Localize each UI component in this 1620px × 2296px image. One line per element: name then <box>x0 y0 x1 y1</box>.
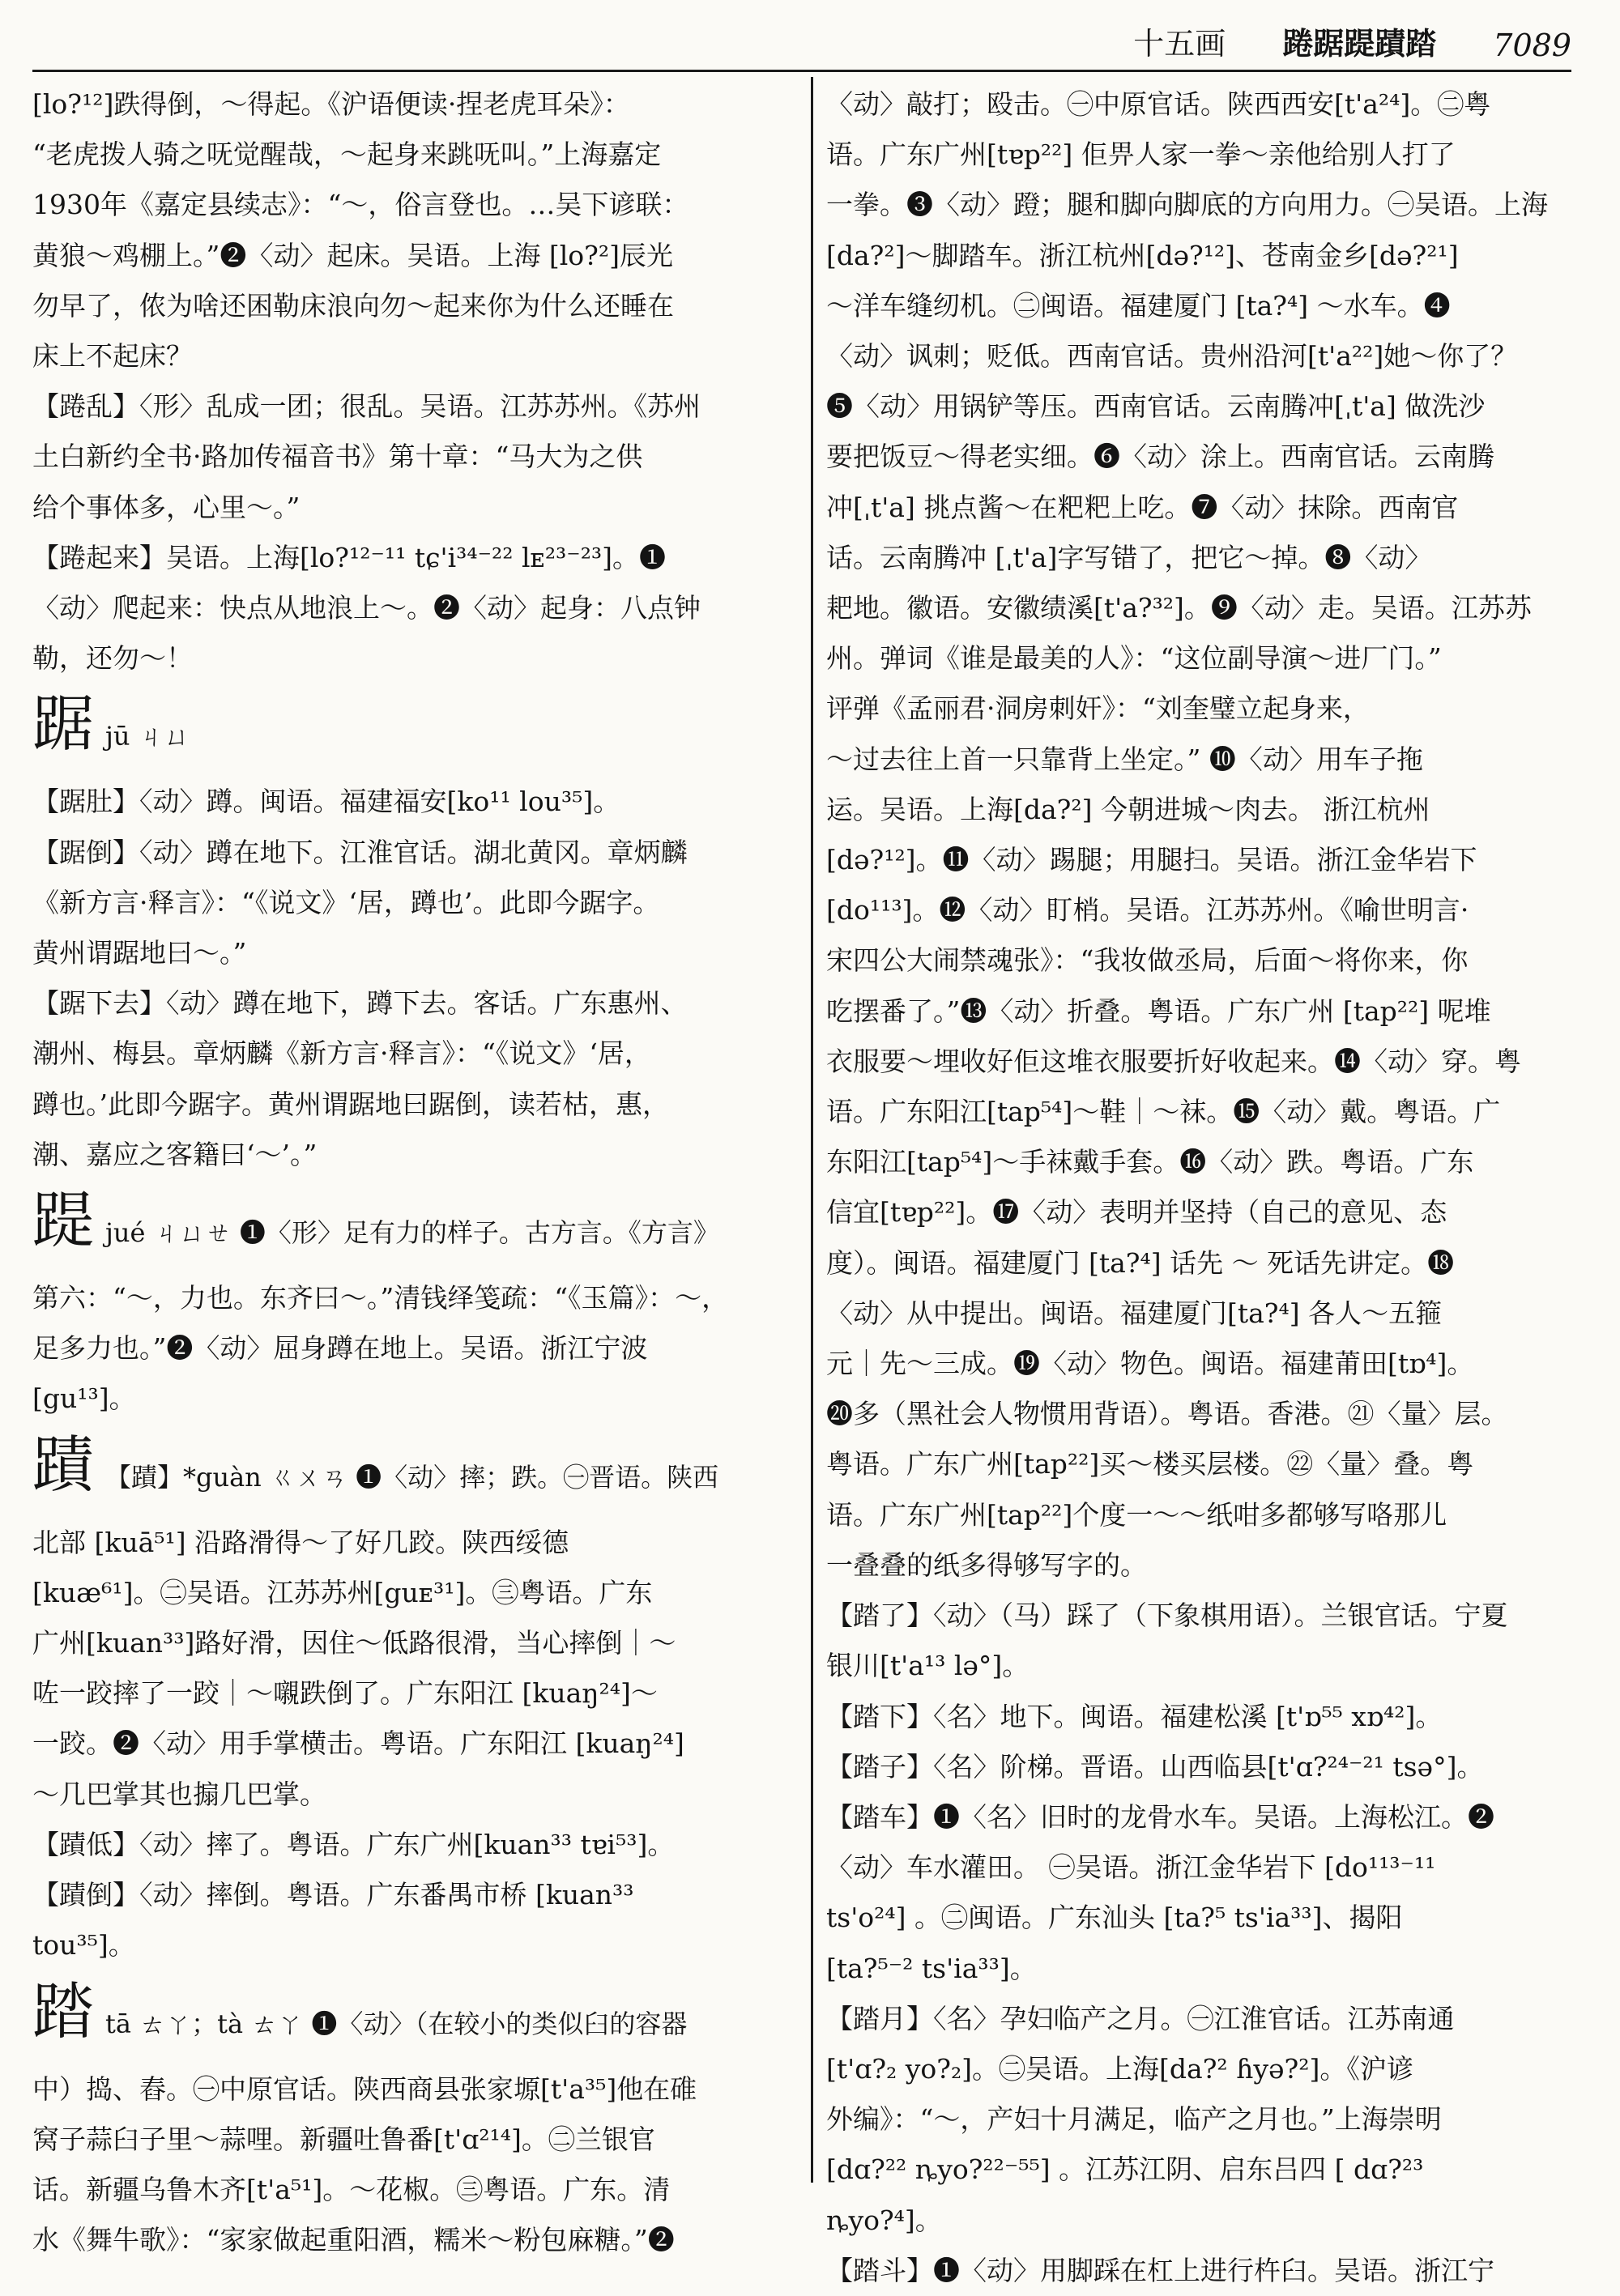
text-line: 【踏下】〈名〉地下。闽语。福建松溪 [t'ɒ⁵⁵ xɒ⁴²]。 <box>826 1700 1443 1732</box>
text-line: 元｜先～三成。⓳〈动〉物色。闽语。福建莆田[tɒ⁴]。 <box>826 1348 1474 1380</box>
text-line: [lo?¹²]跌得倒，～得起。《沪语便读·捏老虎耳朵》： <box>32 88 630 120</box>
text-line: 语。广东广州[tap²²]个度一～～纸咁多都够写咯那儿 <box>826 1498 1447 1531</box>
text-line: 勒，还勿～！ <box>32 642 193 675</box>
text-line: 〈动〉爬起来：快点从地浪上～。❷〈动〉起身：八点钟 <box>32 592 701 624</box>
text-line: 冲[ˌt'a] 挑点酱～在粑粑上吃。❼〈动〉抹除。西南官 <box>826 491 1459 523</box>
text-line: 潮州、梅县。章炳麟《新方言·释言》：“《说文》‘居， <box>32 1037 651 1070</box>
text-line: 给个事体多，心里～。” <box>32 491 301 523</box>
text-line: ts'o²⁴] 。㊁闽语。广东汕头 [ta?⁵ ts'ia³³]、揭阳 <box>826 1902 1403 1934</box>
text-line: 〈动〉讽刺；贬低。西南官话。贵州沿河[t'a²²]她～你了？ <box>826 340 1518 373</box>
text-line: [kuæ⁶¹]。㊁吴语。江苏苏州[guᴇ³¹]。㊂粤语。广东 <box>32 1576 653 1608</box>
text-line: 1930年《嘉定县续志》：“～，俗言登也。…吴下谚联： <box>32 189 689 221</box>
text-line: 【踞下去】〈动〉蹲在地下，蹲下去。客话。广东惠州、 <box>32 987 688 1020</box>
text-line: 信宜[tɐp²²]。⓱〈动〉表明并坚持（自己的意见、态 <box>826 1196 1447 1229</box>
text-line: 衣服要～埋收好佢这堆衣服要折好收起来。⓮〈动〉穿。粤 <box>826 1045 1521 1077</box>
running-characters: 踡踞踶蹟踏 <box>1282 25 1437 62</box>
text-line: 勿早了，侬为啥还困勒床浪向勿～起来你为什么还睡在 <box>32 289 674 322</box>
text-line: 【踏子】〈名〉阶梯。晋语。山西临县[t'ɑ?²⁴⁻²¹ tsə°]。 <box>826 1750 1484 1783</box>
text-line: 中）捣、舂。㊀中原官话。陕西商县张家塬[t'a³⁵]他在碓 <box>32 2072 697 2105</box>
headword-pronunciation: jué ㄐㄩㄝ ❶〈形〉足有力的样子。古方言。《方言》 <box>105 1217 719 1249</box>
text-line: ～过去往上首一只靠背上坐定。” ❿〈动〉用车子拖 <box>826 743 1423 775</box>
text-line: 土白新约全书·路加传福音书》第十章：“马大为之供 <box>32 441 643 473</box>
right-column <box>826 79 1575 2296</box>
text-line: 耙地。徽语。安徽绩溪[t'a?³²]。❾〈动〉走。吴语。江苏苏 <box>826 592 1532 624</box>
text-line: 语。广东广州[tɐp²²] 佢畀人家一拳～亲他给别人打了 <box>826 138 1456 171</box>
text-line: 【蹟低】〈动〉摔了。粤语。广东广州[kuan³³ tɐi⁵³]。 <box>32 1828 675 1860</box>
text-line: 足多力也。”❷〈动〉屈身蹲在地上。吴语。浙江宁波 <box>32 1332 648 1365</box>
text-line: ～洋车缝纫机。㊁闽语。福建厦门 [ta?⁴] ～水车。❹ <box>826 289 1451 322</box>
text-line: 广州[kuan³³]路好滑，因住～低路很滑，当心摔倒｜～ <box>32 1627 676 1659</box>
column-divider <box>811 77 813 2183</box>
headword-line <box>32 684 798 777</box>
text-line: “老虎拨人骑之呒觉醒哉，～起身来跳呒叫。”上海嘉定 <box>32 138 662 171</box>
text-line: 〈动〉从中提出。闽语。福建厦门[ta?⁴] 各人～五箍 <box>826 1297 1443 1329</box>
text-line: [do¹¹³]。⓬〈动〉盯梢。吴语。江苏苏州。《喻世明言· <box>826 894 1469 926</box>
text-line: 一拳。❸〈动〉蹬；腿和脚向脚底的方向用力。㊀吴语。上海 <box>826 189 1548 221</box>
headword-line <box>32 1425 798 1518</box>
text-line: 潮、嘉应之客籍曰‘～’。” <box>32 1138 318 1170</box>
text-line: 银川[t'a¹³ lə°]。 <box>826 1650 1030 1682</box>
page-number: 7089 <box>1493 28 1571 63</box>
text-line: [da?²]～脚踏车。浙江杭州[də?¹²]、苍南金乡[də?²¹] <box>826 239 1459 271</box>
text-line: 粤语。广东广州[tap²²]买～楼买层楼。㉒〈量〉叠。粤 <box>826 1448 1474 1480</box>
text-line: 一叠叠的纸多得够写字的。 <box>826 1548 1147 1581</box>
text-line: 【踏车】❶〈名〉旧时的龙骨水车。吴语。上海松江。❷ <box>826 1800 1494 1833</box>
text-line: [dɑ?²² ȵyo?²²⁻⁵⁵] 。江苏江阴、启东吕四 [ dɑ?²³ <box>826 2153 1424 2186</box>
headword-character: 蹟 <box>32 1428 94 1501</box>
text-line: ❺〈动〉用锅铲等压。西南官话。云南腾冲[ˌt'a] 做洗沙 <box>826 390 1486 423</box>
text-line: 【踏斗】❶〈动〉用脚踩在杠上进行杵臼。吴语。浙江宁 <box>826 2254 1494 2286</box>
text-line: 咗一跤摔了一跤｜～嚫跌倒了。广东阳江 [kuaŋ²⁴]～ <box>32 1677 658 1710</box>
text-line: 【踏了】〈动〉（马）踩了（下象棋用语）。兰银官话。宁夏 <box>826 1600 1508 1632</box>
headword-line <box>32 1971 798 2064</box>
headword-pronunciation: tā ㄊㄚ；tà ㄊㄚ ❶〈动〉（在较小的类似臼的容器 <box>105 2008 688 2039</box>
text-line: 外编》：“～，产妇十月满足，临产之月也。”上海崇明 <box>826 2103 1442 2136</box>
text-line: ～几巴掌其也搧几巴掌。 <box>32 1778 326 1810</box>
text-line: 〈动〉车水灌田。 ㊀吴语。浙江金华岩下 [do¹¹³⁻¹¹ <box>826 1851 1436 1884</box>
text-line: 黄州谓踞地曰～。” <box>32 937 247 969</box>
text-line: 蹲也。’此即今踞字。黄州谓踞地曰踞倒，读若枯，惠， <box>32 1088 669 1120</box>
text-line: [gu¹³]。 <box>32 1382 136 1415</box>
text-line: 话。云南腾冲 [ˌt'a]字写错了，把它～掉。❽〈动〉 <box>826 541 1432 573</box>
headword-pronunciation: 【蹟】*guàn ㄍㄨㄢ ❶〈动〉摔；跌。㊀晋语。陕西 <box>105 1461 719 1493</box>
text-line: 东阳江[tap⁵⁴]～手袜戴手套。⓰〈动〉跌。粤语。广东 <box>826 1146 1474 1178</box>
text-line: 一跤。❷〈动〉用手掌横击。粤语。广东阳江 [kuaŋ²⁴] <box>32 1727 684 1760</box>
headword-line <box>32 1180 798 1273</box>
text-line: 语。广东阳江[tap⁵⁴]～鞋｜～袜。⓯〈动〉戴。粤语。广 <box>826 1096 1501 1128</box>
text-line: 【踞肚】〈动〉蹲。闽语。福建福安[ko¹¹ lou³⁵]。 <box>32 786 620 818</box>
text-line: 北部 [kuā⁵¹] 沿路滑得～了好几跤。陕西绥德 <box>32 1526 569 1558</box>
text-line: 吃摆番了。”⓭〈动〉折叠。粤语。广东广州 [tap²²] 呢堆 <box>826 995 1491 1027</box>
section-label: 十五画 <box>1133 26 1226 62</box>
header-rule <box>32 70 1571 72</box>
text-line: [də?¹²]。⓫〈动〉踢腿；用腿扫。吴语。浙江金华岩下 <box>826 844 1477 876</box>
text-line: 〈动〉敲打；殴击。㊀中原官话。陕西西安[t'a²⁴]。㊁粤 <box>826 88 1491 120</box>
text-line: 度）。闽语。福建厦门 [ta?⁴] 话先 ～ 死话先讲定。⓲ <box>826 1246 1455 1279</box>
text-line: 窝子蒜臼子里～蒜哩。新疆吐鲁番[t'ɑ²¹⁴]。㊁兰银官 <box>32 2123 655 2155</box>
text-line: 水《舞牛歌》：“家家做起重阳酒，糯米～粉包麻糖。”❷ <box>32 2224 675 2256</box>
text-line: 宋四公大闹禁魂张》：“我妆做丞局，后面～将你来，你 <box>826 944 1469 977</box>
text-line: ȵyo?⁴]。 <box>826 2204 942 2236</box>
text-line: tou³⁵]。 <box>32 1929 135 1962</box>
headword-pronunciation: jū ㄐㄩ <box>105 721 190 752</box>
text-line: 要把饭豆～得老实细。❻〈动〉涂上。西南官话。云南腾 <box>826 441 1494 473</box>
text-line: 床上不起床？ <box>32 340 193 373</box>
text-line: 话。新疆乌鲁木齐[t'a⁵¹]。～花椒。㊂粤语。广东。清 <box>32 2173 671 2205</box>
text-line: 【踡起来】吴语。上海[lo?¹²⁻¹¹ tɕ'i³⁴⁻²² lᴇ²³⁻²³]。❶ <box>32 541 667 573</box>
text-line: 【踏月】〈名〉孕妇临产之月。㊀江淮官话。江苏南通 <box>826 2002 1455 2034</box>
text-line: 黄狼～鸡棚上。”❷〈动〉起床。吴语。上海 [lo?²]辰光 <box>32 239 673 271</box>
text-line: ⓴多（黑社会人物惯用背语）。粤语。香港。㉑〈量〉层。 <box>826 1398 1508 1430</box>
text-line: [t'ɑ?₂ yo?₂]。㊁吴语。上海[da?² ɦyə?²]。《沪谚 <box>826 2052 1413 2085</box>
text-line: 【蹟倒】〈动〉摔倒。粤语。广东番禺市桥 [kuan³³ <box>32 1879 634 1911</box>
text-line: 州。弹词《谁是最美的人》：“这位副导演～进厂门。” <box>826 642 1442 675</box>
text-line: 第六：“～，力也。东齐曰～。”清钱绎笺疏：“《玉篇》：～， <box>32 1282 729 1314</box>
text-line: 【踞倒】〈动〉蹲在地下。江淮官话。湖北黄冈。章炳麟 <box>32 836 688 868</box>
headword-character: 踞 <box>32 688 94 760</box>
text-line: 运。吴语。上海[da?²] 今朝进城～肉去。 浙江杭州 <box>826 793 1430 825</box>
text-line: [ta?⁵⁻² ts'ia³³]。 <box>826 1952 1037 1984</box>
left-column <box>32 79 798 2265</box>
page-header <box>32 6 1571 63</box>
text-line: 评弹《孟丽君·洞房刺奸》：“刘奎璧立起身来， <box>826 692 1370 725</box>
text-line: 《新方言·释言》：“《说文》‘居，蹲也’。此即今踞字。 <box>32 886 660 918</box>
headword-character: 踏 <box>32 1974 94 2047</box>
headword-character: 踶 <box>32 1184 94 1257</box>
text-line: 【踡乱】〈形〉乱成一团；很乱。吴语。江苏苏州。《苏州 <box>32 390 701 423</box>
